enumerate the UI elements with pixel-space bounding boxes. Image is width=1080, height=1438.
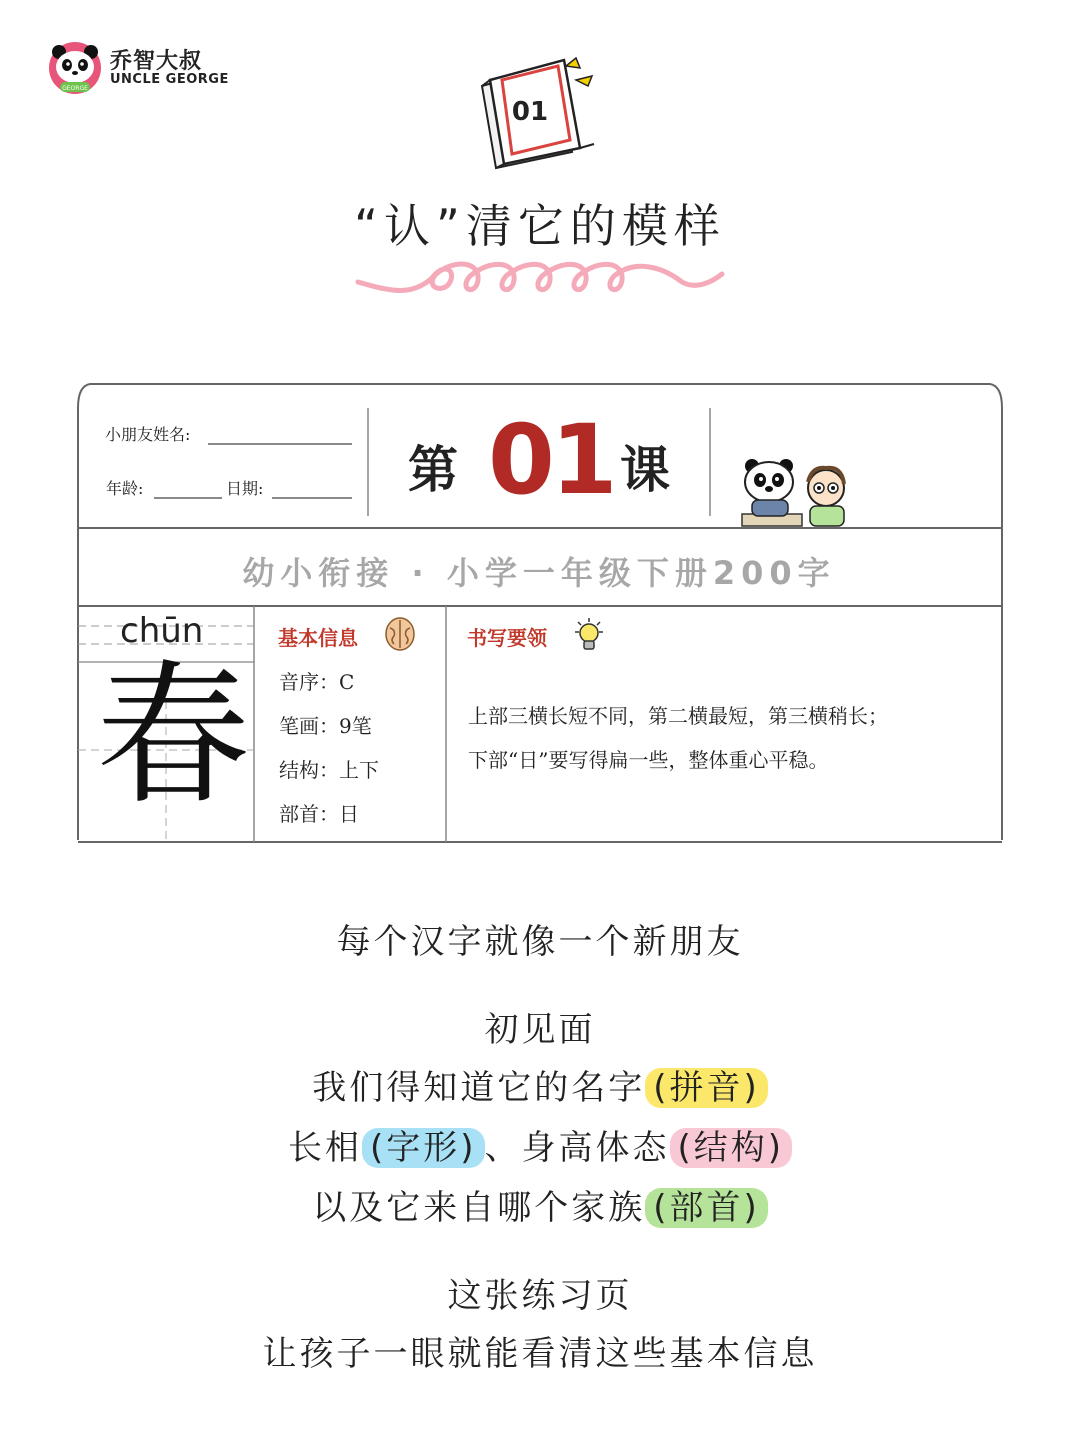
- squiggle-decoration: [352, 252, 728, 300]
- info-stroke-count: 笔画：9笔: [279, 714, 372, 738]
- panda-logo-icon: [46, 40, 104, 96]
- highlight-structure: (结构): [670, 1128, 793, 1168]
- brand-name-cn: 乔智大叔: [110, 49, 203, 74]
- brand-logo: [46, 40, 229, 96]
- page-heading: “认”清它的模样: [354, 199, 726, 253]
- info-radical: 部首：日: [279, 802, 359, 826]
- body-line-3: [0, 1060, 1080, 1109]
- lightbulb-icon: [574, 616, 604, 652]
- lesson-suffix: 课: [620, 441, 670, 499]
- date-label: 日期:: [226, 479, 264, 498]
- lesson-prefix: 第: [408, 441, 458, 499]
- body-line-4: [0, 1120, 1080, 1169]
- highlight-shape: (字形): [362, 1128, 485, 1168]
- series-title: 幼小衔接 · 小学一年级下册200字: [242, 554, 836, 592]
- body-line-5: [0, 1180, 1080, 1229]
- body-line-5-text: 以及它来自哪个家族: [312, 1188, 646, 1228]
- body-line-3-text: 我们得知道它的名字: [312, 1068, 646, 1108]
- book-icon: [468, 56, 598, 174]
- body-line-7: 让孩子一眼就能看清这些基本信息: [262, 1334, 818, 1374]
- pinyin: chūn: [120, 611, 204, 651]
- writing-tip-2: 下部“日”要写得扁一些，整体重心平稳。: [468, 748, 829, 772]
- body-line-4-text-a: 长相: [287, 1128, 362, 1168]
- highlight-pinyin: (拼音): [645, 1068, 768, 1108]
- body-line-4-text-b: 、身高体态: [484, 1128, 670, 1168]
- writing-tip-1: 上部三横长短不同，第二横最短，第三横稍长；: [468, 704, 888, 728]
- student-name-label: 小朋友姓名:: [105, 425, 191, 444]
- age-label: 年龄:: [106, 479, 144, 498]
- brand-badge: GEORGE: [62, 85, 88, 92]
- body-line-1: 每个汉字就像一个新朋友: [336, 922, 744, 962]
- basic-info-title: 基本信息: [278, 626, 358, 650]
- brain-icon: [384, 616, 416, 654]
- body-line-2: 初见面: [484, 1010, 596, 1050]
- book-badge-number: 01: [511, 97, 549, 127]
- body-line-6: 这张练习页: [447, 1276, 633, 1316]
- info-initial-letter: 音序：C: [279, 670, 355, 694]
- info-structure: 结构：上下: [279, 758, 379, 782]
- hanzi-character: 春: [96, 647, 251, 826]
- lesson-number: 01: [488, 404, 614, 516]
- highlight-radical: (部首): [645, 1188, 768, 1228]
- writing-tips-title: 书写要领: [467, 626, 547, 650]
- panda-and-child-illustration: [738, 458, 856, 534]
- brand-name-en: UNCLE GEORGE: [110, 72, 229, 87]
